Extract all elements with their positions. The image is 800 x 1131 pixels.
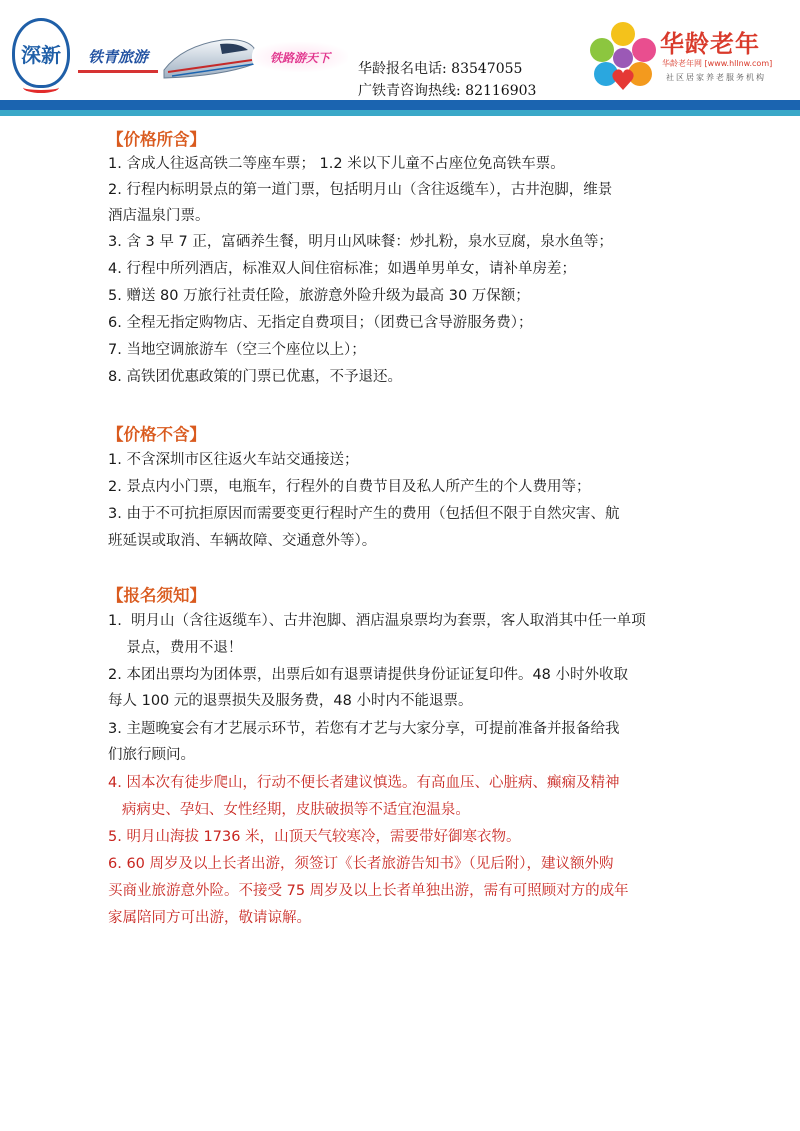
section-title: 【报名须知】 <box>107 586 206 605</box>
warning-item: 病病史、孕妇、女性经期，皮肤破损等不适宜泡温泉。 <box>108 802 470 818</box>
list-item: 们旅行顾问。 <box>108 747 195 763</box>
list-item: 班延误或取消、车辆故障、交通意外等）。 <box>108 533 377 549</box>
high-speed-train-icon <box>162 26 257 86</box>
tieqing-travel-logo: 铁青旅游 <box>78 42 158 73</box>
header-stripe <box>0 100 800 116</box>
list-item: 酒店温泉门票。 <box>108 208 210 224</box>
list-item: 7. 当地空调旅游车（空三个座位以上）； <box>108 342 366 358</box>
phone-number-1: 83547055 <box>451 61 523 77</box>
list-item: 每人 100 元的退票损失及服务费，48 小时内不能退票。 <box>108 693 473 709</box>
list-item: 8. 高铁团优惠政策的门票已优惠，不予退还。 <box>108 369 402 385</box>
phone-number-2: 82116903 <box>465 83 537 99</box>
list-item: 5. 赠送 80 万旅行社责任险，旅游意外险升级为最高 30 万保额； <box>108 288 530 304</box>
phone-label-2: 广铁青咨询热线: <box>358 83 461 99</box>
header-stripe-teal <box>0 110 800 116</box>
contact-line-1 <box>358 58 598 80</box>
list-item: 3. 含 3 早 7 正，富硒养生餐，明月山风味餐：炒扎粉，泉水豆腐，泉水鱼等； <box>108 234 613 250</box>
brand-url: 华龄老年网 [www.hllnw.com] <box>662 59 773 68</box>
list-item: 景点，费用不退！ <box>108 640 243 656</box>
contact-line-2 <box>358 80 598 102</box>
phone-label-1: 华龄报名电话: <box>358 61 447 77</box>
flower-heart-icon <box>588 20 658 96</box>
warning-item: 4. 因本次有徒步爬山，行动不便长者建议慎选。有高血压、心脏病、癫痫及精神 <box>108 775 620 791</box>
warning-item: 家属陪同方可出游，敬请谅解。 <box>108 910 311 926</box>
list-item: 2. 本团出票均为团体票，出票后如有退票请提供身份证证复印件。48 小时外收取 <box>108 667 629 683</box>
warning-item: 6. 60 周岁及以上长者出游，须签订《长者旅游告知书》（见后附），建议额外购 <box>108 856 614 872</box>
list-item: 4. 行程中所列酒店，标准双人间住宿标准；如遇单男单女，请补单房差； <box>108 261 576 277</box>
list-item: 6. 全程无指定购物店、无指定自费项目；（团费已含导游服务费）； <box>108 315 533 331</box>
list-item: 3. 主题晚宴会有才艺展示环节，若您有才艺与大家分享，可提前准备并报备给我 <box>108 721 620 737</box>
header-stripe-blue <box>0 100 800 110</box>
section-title: 【价格所含】 <box>107 130 206 149</box>
list-item: 1. 明月山（含往返缆车）、古井泡脚、酒店温泉票均为套票，客人取消其中任一单项 <box>108 613 646 629</box>
contact-info <box>358 58 598 102</box>
brand-slogan: 社区居家养老服务机构 <box>666 73 766 82</box>
list-item: 2. 行程内标明景点的第一道门票，包括明月山（含往返缆车），古井泡脚，维景 <box>108 182 613 198</box>
warning-item: 买商业旅游意外险。不接受 75 周岁及以上长者单独出游，需有可照顾对方的成年 <box>108 883 629 899</box>
banner-slogan: 铁路游天下 <box>252 42 348 72</box>
shenxin-logo <box>12 18 70 88</box>
list-item: 2. 景点内小门票，电瓶车，行程外的自费节目及私人所产生的个人费用等； <box>108 479 591 495</box>
section-title: 【价格不含】 <box>107 425 206 444</box>
hualing-brand-logo <box>586 16 786 100</box>
brand-name: 华龄老年 <box>660 30 760 58</box>
page-header <box>0 0 800 120</box>
list-item: 3. 由于不可抗拒原因而需要变更行程时产生的费用（包括但不限于自然灾害、航 <box>108 506 620 522</box>
list-item: 1. 含成人往返高铁二等座车票； 1.2 米以下儿童不占座位免高铁车票。 <box>108 156 565 172</box>
list-item: 1. 不含深圳市区往返火车站交通接送； <box>108 452 359 468</box>
shenxin-logo-text: 深新 <box>21 42 61 67</box>
warning-item: 5. 明月山海拔 1736 米，山顶天气较寒冷，需要带好御寒衣物。 <box>108 829 521 845</box>
